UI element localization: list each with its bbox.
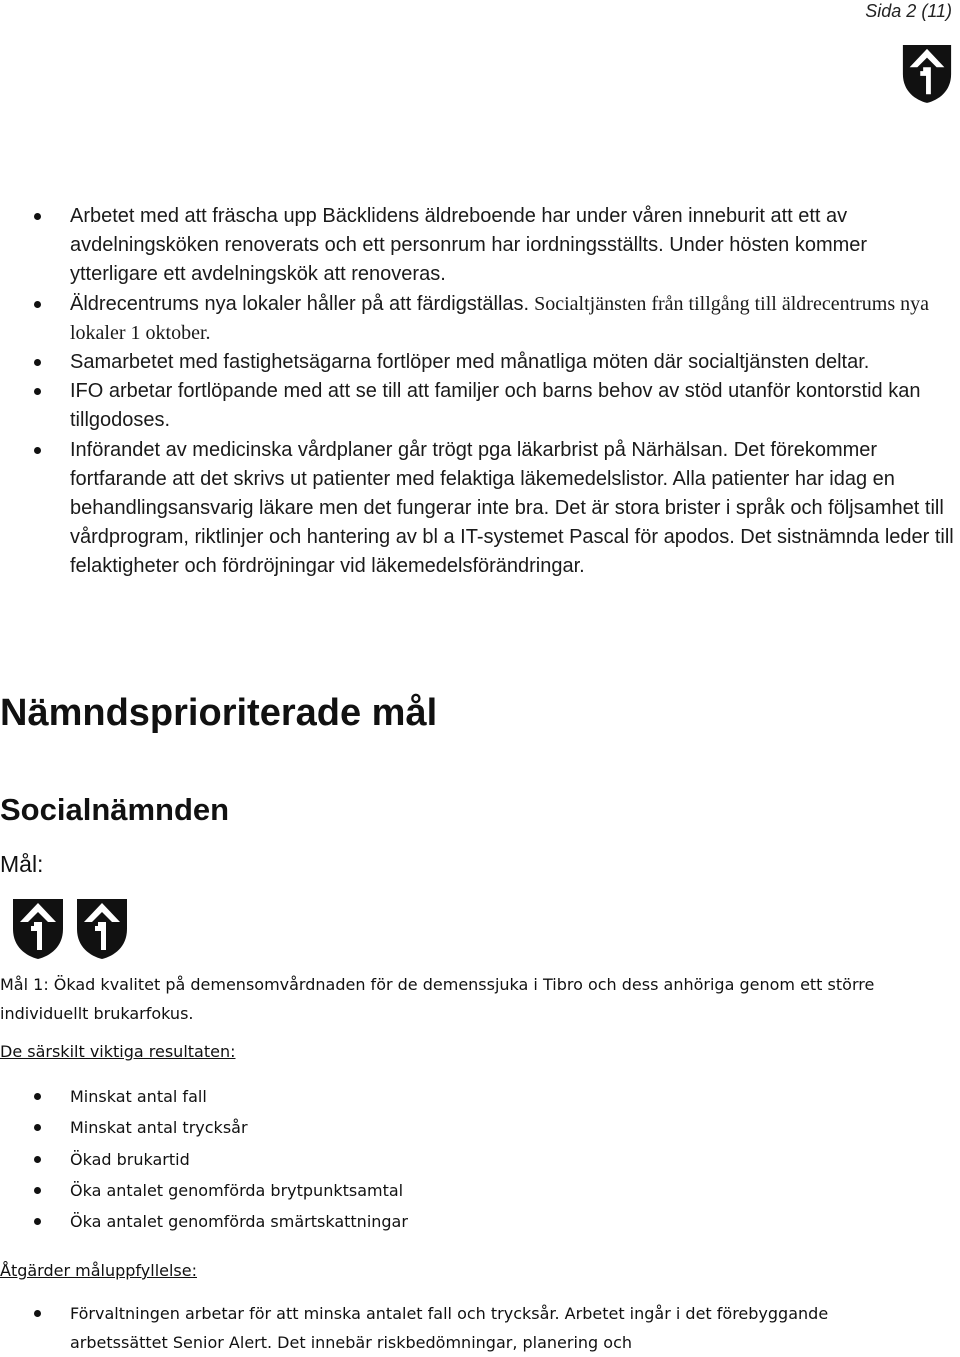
list-item: Införandet av medicinska vårdplaner går trögt pga läkarbrist på Närhälsan. Det förekommer fortfarande att det skrivs ut patienter med felaktiga läkemedelslistor. Alla patienter har idag en behandlingsansvarig läkare men det fungerar inte bra. Det är stora brister i språk och följsamhet till vårdprogram, riktlinjer och hantering av bl a IT-systemet Pascal för apodos. Det sistnämnda leder till felaktigheter och fördröjningar vid läkemedelsförändringar. bbox=[0, 436, 960, 582]
crest-pair bbox=[10, 895, 130, 961]
bullet-icon bbox=[34, 1187, 41, 1194]
list-item: Arbetet med att fräscha upp Bäcklidens äldreboende har under våren inneburit att ett av avdelningsköken renoverats och ett personrum har iordningsställts. Under hösten kommer ytterligare ett avdelningskök att renoveras. bbox=[0, 202, 960, 290]
list-item: Samarbetet med fastighetsägarna fortlöper med månatliga möten där socialtjänsten deltar. bbox=[0, 348, 960, 377]
list-item: Förvaltningen arbetar för att minska antalet fall och trycksår. Arbetet ingår i det förebyggande arbetssättet Senior Alert. Det innebär riskbedömningar, planering och bbox=[0, 1299, 960, 1357]
section-subtitle: Socialnämnden bbox=[0, 792, 230, 827]
list-item: Minskat antal trycksår bbox=[0, 1112, 960, 1143]
bullet-icon bbox=[34, 301, 41, 308]
list-item: Öka antalet genomförda brytpunktsamtal bbox=[0, 1175, 960, 1206]
list-item: Minskat antal fall bbox=[0, 1081, 960, 1112]
bullet-icon bbox=[34, 1156, 41, 1163]
bullet-icon bbox=[34, 1124, 41, 1131]
intro-bullet-list bbox=[0, 202, 960, 582]
bullet-icon bbox=[34, 1310, 41, 1317]
tibro-crest-icon bbox=[10, 895, 66, 961]
list-item: Äldrecentrums nya lokaler håller på att färdigställas. Socialtjänsten från tillgång till äldrecentrums nya lokaler 1 oktober. bbox=[0, 290, 960, 348]
list-item: Ökad brukartid bbox=[0, 1144, 960, 1175]
list-item: Öka antalet genomförda smärtskattningar bbox=[0, 1206, 960, 1237]
results-list bbox=[0, 1081, 960, 1237]
goal-label: Mål: bbox=[0, 851, 44, 877]
bullet-icon bbox=[34, 1093, 41, 1100]
section-title: Nämndsprioriterade mål bbox=[0, 692, 438, 734]
page-number: Sida 2 (11) bbox=[865, 1, 952, 21]
goal-text: Mål 1: Ökad kvalitet på demensomvårdnaden för de demenssjuka i Tibro och dess anhöriga genom ett större individuellt brukarfokus. bbox=[0, 975, 875, 1023]
actions-label: Åtgärder måluppfyllelse: bbox=[0, 1261, 197, 1280]
bullet-icon bbox=[34, 359, 41, 366]
list-item: IFO arbetar fortlöpande med att se till att familjer och barns behov av stöd utanför kontorstid kan tillgodoses. bbox=[0, 377, 960, 435]
bullet-icon bbox=[34, 388, 41, 395]
results-label: De särskilt viktiga resultaten: bbox=[0, 1042, 236, 1061]
tibro-crest-icon bbox=[900, 40, 954, 106]
tibro-crest-icon bbox=[74, 895, 130, 961]
actions-list bbox=[0, 1299, 960, 1357]
serif-text: Socialtjänsten från tillgång till äldrecentrums nya lokaler 1 oktober. bbox=[70, 292, 930, 344]
bullet-icon bbox=[34, 1218, 41, 1225]
bullet-icon bbox=[34, 213, 41, 220]
bullet-icon bbox=[34, 447, 41, 454]
